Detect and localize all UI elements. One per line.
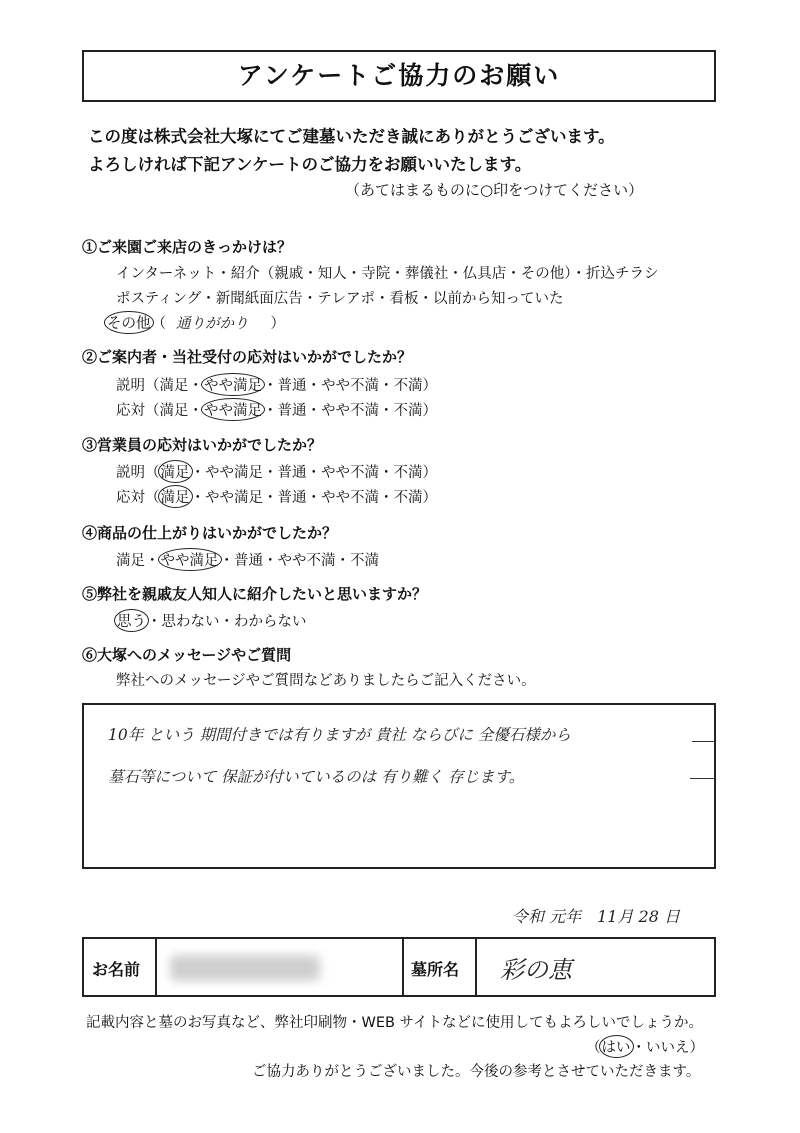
q2-row-1-label: 説明（満足・ (116, 378, 203, 394)
date-handwritten[interactable]: 令和 元年 11月 28 日 (512, 907, 680, 926)
message-line-1: 10年 という 期間付きでは有りますが 貴社 ならびに 全優石様から (108, 726, 571, 744)
table-divider-1 (155, 937, 157, 997)
name-field-redacted[interactable] (170, 955, 320, 981)
q2-row-1-rest: ・普通・やや不満・不満） (263, 378, 437, 394)
consent-no[interactable]: いいえ (646, 1040, 690, 1056)
message-line-2: 墓石等について 保証が付いているのは 有り難く 存じます。 (108, 768, 525, 786)
q2-row-response (116, 398, 437, 421)
intro-line-2: よろしければ下記アンケートのご協力をお願いいたします。 (88, 155, 532, 174)
q5-rest: ・思わない・わからない (147, 614, 307, 630)
q3-row-2-rest: ・やや満足・普通・やや不満・不満） (190, 490, 437, 506)
name-label: お名前 (92, 960, 141, 979)
question-1: ①ご来園ご来店のきっかけは？ (82, 238, 293, 256)
q3-row-1-circled-choice[interactable]: 満足 (158, 460, 193, 483)
q2-row-2-circled-choice[interactable]: やや満足 (201, 398, 265, 421)
question-4: ④商品の仕上がりはいかがでしたか？ (82, 524, 338, 542)
thanks-message: ご協力ありがとうございました。今後の参考とさせていただきます。 (252, 1064, 701, 1080)
q2-row-2-rest: ・普通・やや不満・不満） (263, 403, 437, 419)
q5-options (116, 609, 307, 632)
q6-prompt: 弊社へのメッセージやご質問などありましたらご記入ください。 (116, 673, 536, 689)
table-divider-3 (475, 937, 477, 997)
q1-other-circled[interactable]: その他 (104, 311, 154, 334)
grave-name-handwritten[interactable]: 彩の恵 (500, 956, 572, 984)
consent-paren-open: （ (586, 1040, 601, 1056)
q1-other-row (106, 311, 285, 334)
q4-rest: ・普通・やや不満・不満 (219, 553, 379, 569)
q3-row-response (116, 485, 437, 508)
q3-row-1-rest: ・やや満足・普通・やや不満・不満） (190, 465, 437, 481)
q3-row-2-label: 応対（ (116, 490, 160, 506)
writing-line-2 (690, 778, 714, 779)
question-5: ⑤弊社を親戚友人知人に紹介したいと思いますか？ (82, 585, 428, 603)
q1-options-line-1: インターネット・紹介（親戚・知人・寺院・葬儀社・仏具店・その他）・折込チラシ (116, 266, 659, 282)
writing-line-1 (692, 741, 714, 742)
q1-options-line-2: ポスティング・新聞紙面広告・テレアポ・看板・以前から知っていた (116, 291, 564, 307)
consent-paren-close: ） (689, 1040, 704, 1056)
table-divider-2 (402, 937, 404, 997)
q2-row-explanation (116, 373, 437, 396)
q4-circled-choice[interactable]: やや満足 (158, 548, 222, 571)
question-2: ②ご案内者・当社受付の応対はいかがでしたか？ (82, 348, 413, 366)
consent-options (586, 1035, 704, 1058)
grave-label: 墓所名 (411, 960, 460, 979)
instruction-note: （あてはまるものに○印をつけてください） (345, 181, 644, 199)
consent-question: 記載内容と墓のお写真など、弊社印刷物・WEB サイトなどに使用してもよろしいでしょうか。 (86, 1015, 704, 1031)
q3-row-1-label: 説明（ (116, 465, 160, 481)
q4-label: 満足・ (116, 553, 160, 569)
q4-options (116, 548, 379, 571)
question-3: ③営業員の応対はいかがでしたか？ (82, 436, 323, 454)
question-6: ⑥大塚へのメッセージやご質問 (82, 646, 292, 664)
intro-line-1: この度は株式会社大塚にてご建墓いただき誠にありがとうございます。 (88, 127, 615, 146)
q2-row-2-label: 応対（満足・ (116, 403, 203, 419)
q5-circled-choice[interactable]: 思う (114, 609, 149, 632)
consent-yes-circled[interactable]: はい (599, 1035, 634, 1058)
consent-separator: ・ (631, 1040, 646, 1056)
q1-other-handwritten-answer[interactable]: 通りがかり (176, 316, 249, 332)
q1-paren-close: ） (270, 316, 285, 332)
q3-row-2-circled-choice[interactable]: 満足 (158, 485, 193, 508)
q3-row-explanation (116, 460, 437, 483)
survey-title: アンケートご協力のお願い (82, 50, 716, 102)
q2-row-1-circled-choice[interactable]: やや満足 (201, 373, 265, 396)
q1-paren-open: （ (151, 316, 166, 332)
